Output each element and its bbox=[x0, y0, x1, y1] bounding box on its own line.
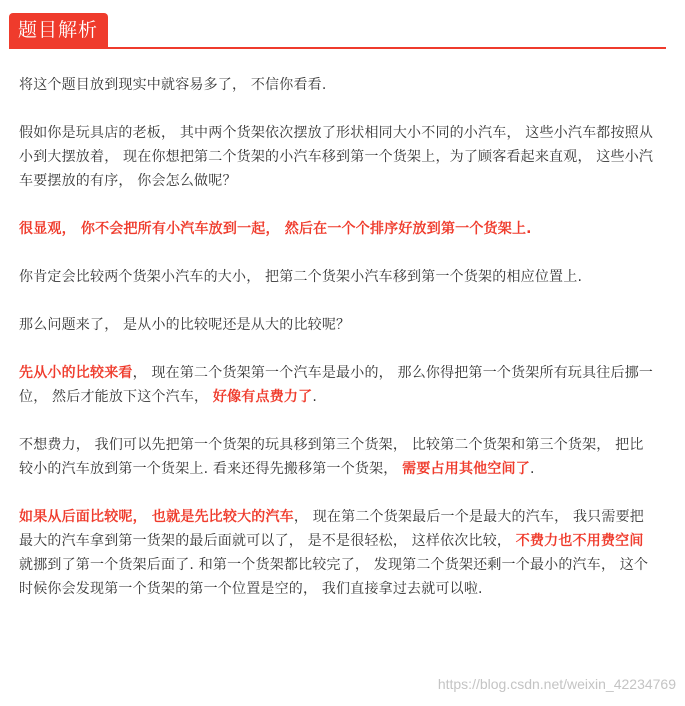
body-text: 将这个题目放到现实中就容易多了， 不信你看看. bbox=[19, 77, 327, 93]
paragraph-p7 bbox=[19, 433, 655, 481]
paragraph-p4 bbox=[19, 265, 655, 289]
highlighted-text: 需要占用其他空间了 bbox=[402, 461, 530, 477]
paragraph-p1 bbox=[19, 73, 655, 97]
article-body bbox=[19, 73, 655, 601]
section-header bbox=[9, 13, 666, 50]
body-text: . bbox=[529, 461, 535, 477]
body-text: ， 现在第二个货架最后一个是最大的汽车， 我只需要把最大的汽车拿到第一货架的最后面就可以了， 是不是很轻松， 这样依次比较， bbox=[19, 509, 644, 549]
highlighted-text: 不费力也不用费空间 bbox=[515, 533, 644, 549]
body-text: 不想费力， 我们可以先把第一个货架的玩具移到第三个货架， 比较第二个货架和第三个货架， 把比较小的汽车放到第一个货架上. 看来还得先搬移第一个货架， bbox=[19, 437, 644, 477]
watermark-url: https://blog.csdn.net/weixin_42234769 bbox=[437, 676, 676, 692]
section-divider bbox=[9, 47, 666, 49]
paragraph-p8 bbox=[19, 505, 655, 601]
highlighted-text: 很显观， 你不会把所有小汽车放到一起， 然后在一个个排序好放到第一个货架上. bbox=[19, 221, 532, 237]
body-text: 就挪到了第一个货架后面了. 和第一个货架都比较完了， 发现第二个货架还剩一个最小的汽车， 这个时候你会发现第一个货架的第一个位置是空的， 我们直接拿过去就可以啦. bbox=[19, 557, 649, 597]
body-text: 你肯定会比较两个货架小汽车的大小， 把第二个货架小汽车移到第一个货架的相应位置上. bbox=[19, 269, 583, 285]
paragraph-p2 bbox=[19, 121, 655, 193]
body-text: 假如你是玩具店的老板， 其中两个货架依次摆放了形状相同大小不同的小汽车， 这些小汽车都按照从小到大摆放着， 现在你想把第二个货架的小汽车移到第一个货架上，为了顾客看起来直观， 这些小汽车要摆放的有序， 你会怎么做呢？ bbox=[19, 125, 654, 189]
paragraph-p3 bbox=[19, 217, 655, 241]
body-text: ， 现在第二个货架第一个汽车是最小的， 那么你得把第一个货架所有玩具往后挪一位， 然后才能放下这个汽车， bbox=[19, 365, 654, 405]
paragraph-p6 bbox=[19, 361, 655, 409]
highlighted-text: 好像有点费力了 bbox=[212, 389, 313, 405]
section-title: 题目解析 bbox=[9, 13, 108, 47]
body-text: 那么问题来了， 是从小的比较呢还是从大的比较呢？ bbox=[19, 317, 351, 333]
body-text: . bbox=[312, 389, 317, 405]
highlighted-text: 如果从后面比较呢， 也就是先比较大的汽车 bbox=[19, 509, 294, 525]
highlighted-text: 先从小的比较来看 bbox=[19, 365, 133, 381]
paragraph-p5 bbox=[19, 313, 655, 337]
